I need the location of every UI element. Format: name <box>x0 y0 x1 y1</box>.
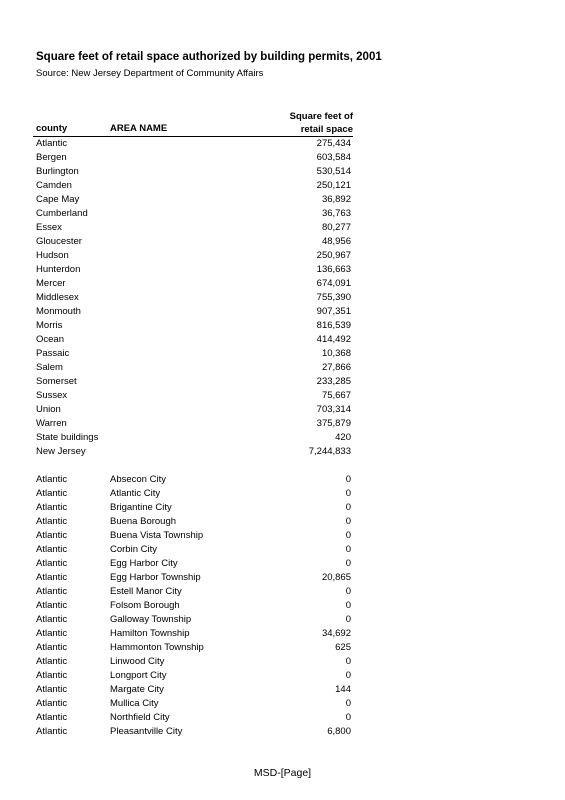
table-row <box>0 655 565 669</box>
table-row <box>0 725 565 739</box>
area-name-cell: Margate City <box>110 684 164 695</box>
retail-space-cell: 816,539 <box>316 320 351 331</box>
table-row <box>0 501 565 515</box>
retail-space-cell: 233,285 <box>316 376 351 387</box>
area-name-cell: Galloway Township <box>110 614 192 625</box>
county-cell: New Jersey <box>36 446 86 457</box>
area-name-cell: Mullica City <box>110 698 159 709</box>
retail-space-cell: 75,667 <box>321 390 351 401</box>
retail-space-cell: 7,244,833 <box>308 446 351 457</box>
retail-space-cell: 755,390 <box>316 292 351 303</box>
column-header-square-feet-line1: Square feet of <box>289 111 353 122</box>
area-name-cell: Hammonton Township <box>110 642 204 653</box>
retail-space-cell: 0 <box>345 656 351 667</box>
county-cell: Atlantic <box>36 614 68 625</box>
table-row <box>0 179 565 193</box>
county-cell: Atlantic <box>36 670 68 681</box>
retail-space-cell: 36,763 <box>321 208 351 219</box>
retail-space-cell: 275,434 <box>316 138 351 149</box>
area-name-cell: Pleasantville City <box>110 726 183 737</box>
county-cell: Hudson <box>36 250 69 261</box>
retail-space-cell: 10,368 <box>321 348 351 359</box>
retail-space-cell: 0 <box>345 544 351 555</box>
retail-space-cell: 625 <box>335 642 351 653</box>
county-cell: Hunterdon <box>36 264 81 275</box>
county-cell: Cape May <box>36 194 80 205</box>
table-row <box>0 711 565 725</box>
county-cell: Atlantic <box>36 516 68 527</box>
county-cell: Salem <box>36 362 63 373</box>
area-name-cell: Absecon City <box>110 474 166 485</box>
area-name-cell: Linwood City <box>110 656 165 667</box>
county-cell: Atlantic <box>36 628 68 639</box>
county-cell: Atlantic <box>36 586 68 597</box>
table-row <box>0 389 565 403</box>
retail-space-cell: 0 <box>345 712 351 723</box>
retail-space-cell: 0 <box>345 600 351 611</box>
county-cell: Bergen <box>36 152 67 163</box>
county-cell: Atlantic <box>36 698 68 709</box>
retail-space-cell: 0 <box>345 502 351 513</box>
table-row <box>0 347 565 361</box>
table-row <box>0 305 565 319</box>
table-row <box>0 277 565 291</box>
table-row <box>0 417 565 431</box>
retail-space-cell: 250,121 <box>316 180 351 191</box>
county-cell: Atlantic <box>36 642 68 653</box>
table-row <box>0 291 565 305</box>
county-cell: Atlantic <box>36 530 68 541</box>
retail-space-cell: 144 <box>335 684 351 695</box>
table-row <box>0 207 565 221</box>
column-header-square-feet-line2: retail space <box>300 124 353 135</box>
table-row <box>0 319 565 333</box>
table-row <box>0 571 565 585</box>
table-row <box>0 165 565 179</box>
retail-space-cell: 375,879 <box>316 418 351 429</box>
section-spacer <box>0 459 565 473</box>
table-row <box>0 683 565 697</box>
area-name-cell: Corbin City <box>110 544 157 555</box>
county-cell: State buildings <box>36 432 99 443</box>
table-row <box>0 627 565 641</box>
retail-space-cell: 34,692 <box>321 628 351 639</box>
county-cell: Mercer <box>36 278 66 289</box>
table-row <box>0 669 565 683</box>
retail-space-cell: 0 <box>345 558 351 569</box>
county-cell: Atlantic <box>36 712 68 723</box>
retail-space-cell: 48,956 <box>321 236 351 247</box>
table-row <box>0 263 565 277</box>
retail-space-cell: 414,492 <box>316 334 351 345</box>
area-name-cell: Egg Harbor Township <box>110 572 201 583</box>
county-cell: Camden <box>36 180 72 191</box>
table-row <box>0 599 565 613</box>
retail-space-cell: 0 <box>345 670 351 681</box>
retail-space-cell: 703,314 <box>316 404 351 415</box>
table-row <box>0 151 565 165</box>
county-cell: Atlantic <box>36 488 68 499</box>
table-row <box>0 487 565 501</box>
county-cell: Gloucester <box>36 236 82 247</box>
retail-space-cell: 250,967 <box>316 250 351 261</box>
county-cell: Atlantic <box>36 502 68 513</box>
retail-space-cell: 0 <box>345 488 351 499</box>
page-title: Square feet of retail space authorized by building permits, 2001 <box>36 51 382 63</box>
area-name-cell: Buena Vista Township <box>110 530 204 541</box>
retail-space-cell: 420 <box>335 432 351 443</box>
county-cell: Sussex <box>36 390 68 401</box>
table-row <box>0 221 565 235</box>
county-cell: Monmouth <box>36 306 81 317</box>
table-row <box>0 585 565 599</box>
county-cell: Union <box>36 404 61 415</box>
area-name-cell: Buena Borough <box>110 516 177 527</box>
county-cell: Morris <box>36 320 63 331</box>
area-name-cell: Egg Harbor City <box>110 558 178 569</box>
county-cell: Atlantic <box>36 572 68 583</box>
retail-space-cell: 36,892 <box>321 194 351 205</box>
table-row <box>0 557 565 571</box>
county-cell: Middlesex <box>36 292 79 303</box>
county-cell: Ocean <box>36 334 64 345</box>
county-cell: Burlington <box>36 166 79 177</box>
county-cell: Somerset <box>36 376 77 387</box>
retail-space-cell: 0 <box>345 614 351 625</box>
table-row <box>0 333 565 347</box>
retail-space-cell: 80,277 <box>321 222 351 233</box>
retail-space-cell: 0 <box>345 516 351 527</box>
retail-space-cell: 0 <box>345 474 351 485</box>
area-name-cell: Atlantic City <box>110 488 161 499</box>
county-cell: Atlantic <box>36 600 68 611</box>
retail-space-cell: 27,866 <box>321 362 351 373</box>
area-name-cell: Brigantine City <box>110 502 172 513</box>
source-note: Source: New Jersey Department of Community Affairs <box>36 68 264 79</box>
table-row <box>0 543 565 557</box>
table-row <box>0 529 565 543</box>
retail-space-cell: 136,663 <box>316 264 351 275</box>
data-table <box>0 137 565 739</box>
retail-space-cell: 603,584 <box>316 152 351 163</box>
retail-space-cell: 530,514 <box>316 166 351 177</box>
retail-space-cell: 674,091 <box>316 278 351 289</box>
county-cell: Atlantic <box>36 726 68 737</box>
table-row <box>0 697 565 711</box>
county-cell: Atlantic <box>36 474 68 485</box>
table-row <box>0 473 565 487</box>
county-cell: Essex <box>36 222 62 233</box>
table-row <box>0 249 565 263</box>
table-row <box>0 641 565 655</box>
county-cell: Warren <box>36 418 67 429</box>
area-name-cell: Estell Manor City <box>110 586 182 597</box>
table-row <box>0 431 565 445</box>
area-name-cell: Hamilton Township <box>110 628 190 639</box>
county-cell: Passaic <box>36 348 70 359</box>
retail-space-cell: 20,865 <box>321 572 351 583</box>
page-footer: MSD-[Page] <box>253 767 312 779</box>
table-row <box>0 515 565 529</box>
column-header-area-name: AREA NAME <box>110 123 168 134</box>
county-cell: Cumberland <box>36 208 88 219</box>
retail-space-cell: 0 <box>345 698 351 709</box>
table-row <box>0 361 565 375</box>
table-row <box>0 137 565 151</box>
area-name-cell: Northfield City <box>110 712 170 723</box>
area-name-cell: Folsom Borough <box>110 600 180 611</box>
county-cell: Atlantic <box>36 684 68 695</box>
table-row <box>0 375 565 389</box>
retail-space-cell: 0 <box>345 530 351 541</box>
table-row <box>0 445 565 459</box>
retail-space-cell: 0 <box>345 586 351 597</box>
county-cell: Atlantic <box>36 558 68 569</box>
county-cell: Atlantic <box>36 544 68 555</box>
county-cell: Atlantic <box>36 138 68 149</box>
column-header-county: county <box>36 123 68 134</box>
table-row <box>0 193 565 207</box>
county-cell: Atlantic <box>36 656 68 667</box>
column-header-square-feet <box>290 110 353 136</box>
table-row <box>0 613 565 627</box>
retail-space-cell: 907,351 <box>316 306 351 317</box>
table-row <box>0 403 565 417</box>
retail-space-cell: 6,800 <box>327 726 351 737</box>
table-row <box>0 235 565 249</box>
area-name-cell: Longport City <box>110 670 167 681</box>
